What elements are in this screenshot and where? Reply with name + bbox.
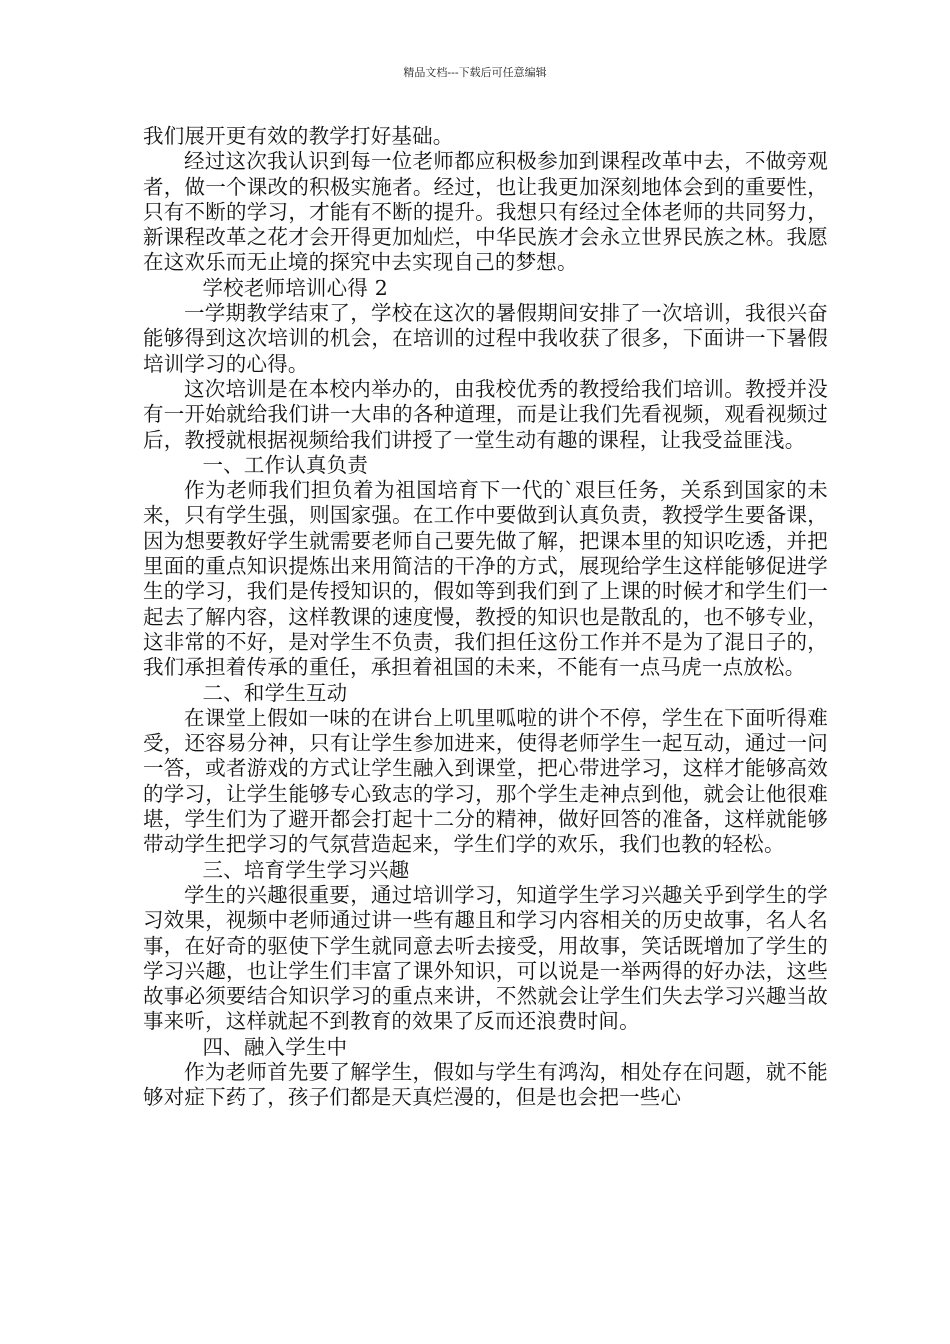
section-heading: 二、和学生互动 <box>202 680 348 705</box>
paragraph: 作为老师我们担负着为祖国培育下一代的`艰巨任务，关系到国家的未来，只有学生强，则国家强。在工作中要做到认真负责，教授学生要备课，因为想要教好学生就需要老师自己要先做了解，把课本里的知识吃透，并把里面的重点知识提炼出来用简洁的干净的方式，展现给学生这样能够促进学生的学习，我们是传授知识的，假如等到我们到了上课的时候才和学生们一起去了解内容，这样教课的速度慢，教授的知识也是散乱的，也不够专业，这非常的不好，是对学生不负责，我们担任这份工作并不是为了混日子的，我们承担着传承的重任，承担着祖国的未来，不能有一点马虎一点放松。 <box>143 478 828 680</box>
paragraph: 作为老师首先要了解学生，假如与学生有鸿沟，相处存在问题，就不能够对症下药了，孩子们都是天真烂漫的，但是也会把一些心 <box>143 1059 828 1110</box>
paragraph: 一学期教学结束了，学校在这次的暑假期间安排了一次培训，我很兴奋能够得到这次培训的机会，在培训的过程中我收获了很多，下面讲一下暑假培训学习的心得。 <box>143 301 828 376</box>
paragraph: 经过这次我认识到每一位老师都应积极参加到课程改革中去，不做旁观者，做一个课改的积极实施者。经过，也让我更加深刻地体会到的重要性，只有不断的学习，才能有不断的提升。我想只有经过全体老师的共同努力，新课程改革之花才会开得更加灿烂，中华民族才会永立世界民族之林。我愿在这欢乐而无止境的探究中去实现自己的梦想。 <box>143 149 828 275</box>
page-header: 精品文档---下载后可任意编辑 <box>403 66 547 79</box>
section-heading: 四、融入学生中 <box>202 1034 348 1059</box>
paragraph: 在课堂上假如一味的在讲台上叽里呱啦的讲个不停，学生在下面听得难受，还容易分神，只有让学生参加进来，使得老师学生一起互动，通过一问一答，或者游戏的方式让学生融入到课堂，把心带进学习，这样才能够高效的学习，让学生能够专心致志的学习，那个学生走神点到他，就会让他很难堪，学生们为了避开都会打起十二分的精神，做好回答的准备，这样就能够带动学生把学习的气氛营造起来，学生们学的欢乐，我们也教的轻松。 <box>143 705 828 857</box>
section-heading: 学校老师培训心得 2 <box>202 275 388 300</box>
paragraph: 这次培训是在本校内举办的，由我校优秀的教授给我们培训。教授并没有一开始就给我们讲一大串的各种道理，而是让我们先看视频，观看视频过后，教授就根据视频给我们讲授了一堂生动有趣的课程，让我受益匪浅。 <box>143 376 828 452</box>
paragraph: 学生的兴趣很重要，通过培训学习，知道学生学习兴趣关乎到学生的学习效果，视频中老师通过讲一些有趣且和学习内容相关的历史故事，名人名事，在好奇的驱使下学生就同意去听去接受，用故事，笑话既增加了学生的学习兴趣，也让学生们丰富了课外知识，可以说是一举两得的好办法，这些故事必须要结合知识学习的重点来讲，不然就会让学生们失去学习兴趣当故事来听，这样就起不到教育的效果了反而还浪费时间。 <box>143 882 828 1034</box>
section-heading: 一、工作认真负责 <box>202 452 369 477</box>
paragraph-continuation: 我们展开更有效的教学打好基础。 <box>143 124 454 148</box>
section-heading: 三、培育学生学习兴趣 <box>202 857 410 882</box>
document-body <box>143 124 828 1111</box>
